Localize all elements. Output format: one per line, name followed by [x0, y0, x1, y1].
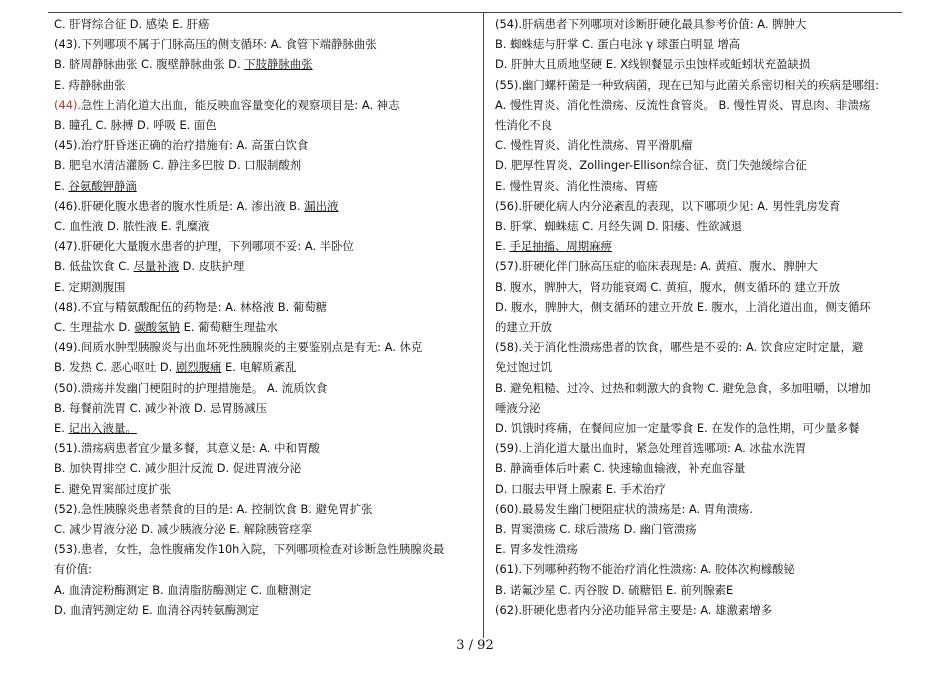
- text-span: B. 蜘蛛痣与肝掌 C. 蛋白电泳 γ 球蛋白明显 增高: [495, 37, 741, 52]
- text-span: (45).治疗肝昏迷正确的治疗措施有: A. 高蛋白饮食: [54, 138, 309, 153]
- text-line: [495, 499, 913, 519]
- text-line: [54, 378, 472, 398]
- text-line: [54, 95, 472, 115]
- text-line: [54, 458, 472, 478]
- text-line: [54, 418, 472, 438]
- text-line: [54, 559, 472, 579]
- text-line: [54, 277, 472, 297]
- text-line: [54, 580, 472, 600]
- text-line: [495, 115, 913, 135]
- text-line: [54, 216, 472, 236]
- text-span: D. 口服去甲肾上腺素 E. 手术治疗: [495, 481, 666, 496]
- answer-underline: 记出入液量。: [68, 421, 137, 436]
- text-line: [495, 95, 913, 115]
- text-line: [495, 357, 913, 377]
- text-span: (50).溃疡并发幽门梗阻时的护理措施是。 A. 流质饮食: [54, 380, 328, 395]
- text-span: (60).最易发生幽门梗阻症状的溃疡是: A. 胃角溃疡.: [495, 501, 753, 516]
- text-span: (47).肝硬化大量腹水患者的护理，下列哪项不妥: A. 半卧位: [54, 239, 354, 254]
- text-span: B. 诺氟沙星 C. 丙谷胺 D. 硫糖铝 E. 前列腺素E: [495, 582, 734, 597]
- text-span: B. 瞳孔 C. 脉搏 D. 呼吸 E. 面色: [54, 118, 217, 133]
- text-span: E. 胃多发性溃疡: [495, 542, 578, 557]
- text-span: (53).患者，女性，急性腹痛发作10h入院，下列哪项检查对诊断急性胰腺炎最: [54, 542, 445, 557]
- text-span: (54).肝病患者下列哪项对诊断肝硬化最具参考价值: A. 脾肿大: [495, 17, 807, 31]
- text-line: [495, 135, 913, 155]
- text-line: [495, 519, 913, 539]
- text-line: [54, 479, 472, 499]
- text-span: D. 腹水，脾肿大，侧支循环的建立开放 E. 腹水，上消化道出血，侧支循环: [495, 299, 871, 314]
- text-line: [54, 600, 472, 620]
- text-span: (49).间质水肿型胰腺炎与出血坏死性胰腺炎的主要鉴别点是有无: A. 休克: [54, 340, 423, 355]
- text-line: [495, 600, 913, 620]
- left-column: [54, 14, 472, 620]
- text-line: [495, 155, 913, 175]
- text-span: D. 皮肤护理: [179, 259, 245, 274]
- text-line: [495, 317, 913, 337]
- text-span: E. 痔静脉曲张: [54, 77, 126, 92]
- text-line: [54, 256, 472, 276]
- text-span: B. 每餐前洗胃 C. 减少补液 D. 忌胃肠减压: [54, 400, 267, 415]
- text-line: [495, 277, 913, 297]
- text-line: [54, 135, 472, 155]
- text-line: [495, 297, 913, 317]
- text-span: B. 腹水，脾肿大，肾功能衰竭 C. 黄疸，腹水，侧支循环的 建立开放: [495, 279, 841, 294]
- text-span: (58).关于消化性溃疡患者的饮食，哪些是不妥的: A. 饮食应定时定量，避: [495, 340, 864, 355]
- text-line: [54, 34, 472, 54]
- answer-underline: 谷氨酸钾静滴: [68, 178, 137, 193]
- text-line: [54, 539, 472, 559]
- text-span: B. 低盐饮食 C.: [54, 259, 134, 274]
- text-span: E. 葡萄糖生理盐水: [179, 320, 278, 335]
- text-span: A. 慢性胃炎、消化性溃疡、反流性食管炎。 B. 慢性胃炎、胃息肉、非溃疡: [495, 97, 871, 112]
- text-line: [54, 519, 472, 539]
- text-span: E. 避免胃窦部过度扩张: [54, 481, 171, 496]
- text-line: [495, 398, 913, 418]
- text-span: B. 脐周静脉曲张 C. 腹壁静脉曲张 D.: [54, 57, 245, 72]
- text-span: E.: [495, 239, 510, 254]
- text-span: C. 肝肾综合征 D. 感染 E. 肝癌: [54, 17, 210, 31]
- text-span: E. 慢性胃炎、消化性溃疡、胃癌: [495, 178, 658, 193]
- text-line: [54, 176, 472, 196]
- text-line: [54, 357, 472, 377]
- answer-underline: 漏出液: [304, 198, 339, 213]
- text-span: B. 加快胃排空 C. 减少胆汁反流 D. 促进胃液分泌: [54, 461, 302, 476]
- text-line: [54, 155, 472, 175]
- highlighted-number: (44).: [54, 97, 82, 112]
- text-line: [54, 196, 472, 216]
- column-divider: [483, 12, 484, 638]
- text-span: (56).肝硬化病人内分泌紊乱的表现，以下哪项少见: A. 男性乳房发育: [495, 198, 841, 213]
- text-span: E. 电解质紊乱: [221, 360, 297, 375]
- text-line: [495, 378, 913, 398]
- text-line: [495, 256, 913, 276]
- text-line: [54, 438, 472, 458]
- text-line: [54, 54, 472, 74]
- text-span: (51).溃疡病患者宜少量多餐，其意义是: A. 中和胃酸: [54, 441, 320, 456]
- text-line: [54, 398, 472, 418]
- answer-underline: 手足抽搐、周期麻痹: [509, 239, 612, 254]
- text-line: [54, 499, 472, 519]
- text-span: B. 发热 C. 恶心呕吐 D.: [54, 360, 176, 375]
- text-line: [495, 559, 913, 579]
- text-span: (57).肝硬化伴门脉高压症的临床表现是: A. 黄疸、腹水、脾肿大: [495, 259, 818, 274]
- text-line: [495, 216, 913, 236]
- right-column: [495, 14, 913, 620]
- text-span: B. 肝掌、蜘蛛痣 C. 月经失调 D. 阳痿、性欲减退: [495, 219, 743, 234]
- text-line: [495, 580, 913, 600]
- text-line: [54, 115, 472, 135]
- text-line: [495, 458, 913, 478]
- text-span: 急性上消化道大出血，能反映血容量变化的观察项目是: A. 神志: [81, 97, 400, 112]
- text-span: A. 血清淀粉酶测定 B. 血清脂肪酶测定 C. 血糖测定: [54, 582, 312, 597]
- text-span: (46).肝硬化腹水患者的腹水性质是: A. 渗出液 B.: [54, 198, 305, 213]
- text-line: [495, 54, 913, 74]
- text-line: [495, 418, 913, 438]
- text-line: [54, 14, 472, 34]
- text-span: C. 慢性胃炎、消化性溃疡、胃平滑肌瘤: [495, 138, 693, 153]
- text-span: B. 肥皂水清洁灌肠 C. 静注多巴胺 D. 口服制酸剂: [54, 158, 302, 173]
- text-line: [54, 75, 472, 95]
- text-span: 的建立开放: [495, 320, 552, 335]
- text-line: [54, 297, 472, 317]
- answer-underline: 剧烈腹痛: [175, 360, 222, 375]
- text-span: 有价值:: [54, 562, 93, 577]
- text-span: E.: [54, 178, 69, 193]
- text-span: D. 肥厚性胃炎、Zollinger-Ellison综合征、贲门失弛缓综合征: [495, 158, 807, 173]
- text-line: [495, 438, 913, 458]
- text-line: [495, 75, 913, 95]
- text-span: B. 静滴垂体后叶素 C. 快速输血输液，补充血容量: [495, 461, 746, 476]
- text-span: 唾液分泌: [495, 400, 541, 415]
- text-span: D. 饥饿时疼痛，在餐间应加一定量零食 E. 在发作的急性期，可少量多餐: [495, 421, 860, 436]
- page-number: 3 / 92: [456, 638, 494, 653]
- answer-underline: 尽量补液: [133, 259, 180, 274]
- text-span: E. 定期测腹围: [54, 279, 126, 294]
- text-span: C. 血性液 D. 脓性液 E. 乳糜液: [54, 219, 210, 234]
- text-line: [54, 236, 472, 256]
- text-span: B. 胃窦溃疡 C. 球后溃疡 D. 幽门管溃疡: [495, 522, 697, 537]
- text-span: (48).不宜与精氨酸配伍的药物是: A. 林格液 B. 葡萄糖: [54, 299, 328, 314]
- text-line: [495, 34, 913, 54]
- answer-underline: 下肢静脉曲张: [244, 57, 313, 72]
- text-line: [54, 317, 472, 337]
- text-span: B. 避免粗糙、过冷、过热和刺激大的食物 C. 避免急食，多加咀嚼，以增加: [495, 380, 871, 395]
- text-span: (59).上消化道大量出血时，紧急处理首选哪项: A. 冰盐水洗胃: [495, 441, 807, 456]
- top-rule: [48, 12, 902, 13]
- text-span: D. 血清钙测定幼 E. 血清谷丙转氨酶测定: [54, 602, 259, 617]
- text-span: 性消化不良: [495, 118, 552, 133]
- text-span: (52).急性胰腺炎患者禁食的目的是: A. 控制饮食 B. 避免胃扩张: [54, 501, 373, 516]
- text-span: E.: [54, 421, 69, 436]
- text-span: C. 减少胃液分泌 D. 减少胰液分泌 E. 解除胰管痉挛: [54, 522, 312, 537]
- text-span: (61).下列哪种药物不能治疗消化性溃疡: A. 胶体次枸橼酸铋: [495, 562, 795, 577]
- text-line: [495, 236, 913, 256]
- text-span: (43).下列哪项不属于门脉高压的侧支循环: A. 食管下端静脉曲张: [54, 37, 377, 52]
- text-line: [495, 479, 913, 499]
- text-span: (62).肝硬化患者内分泌功能异常主要是: A. 雄激素增多: [495, 602, 773, 617]
- answer-underline: 碳酸氢钠: [134, 320, 180, 335]
- text-line: [54, 337, 472, 357]
- text-line: [495, 176, 913, 196]
- text-line: [495, 337, 913, 357]
- text-span: 免过饱过饥: [495, 360, 552, 375]
- text-span: D. 肝肿大且质地坚硬 E. X线钡餐显示虫蚀样或蚯蚓状充盈缺损: [495, 57, 811, 72]
- text-span: C. 生理盐水 D.: [54, 320, 135, 335]
- text-line: [495, 196, 913, 216]
- text-span: (55).幽门螺杆菌是一种致病菌，现在已知与此菌关系密切相关的疾病是哪组:: [495, 77, 879, 92]
- text-line: [495, 539, 913, 559]
- text-line: [495, 14, 913, 34]
